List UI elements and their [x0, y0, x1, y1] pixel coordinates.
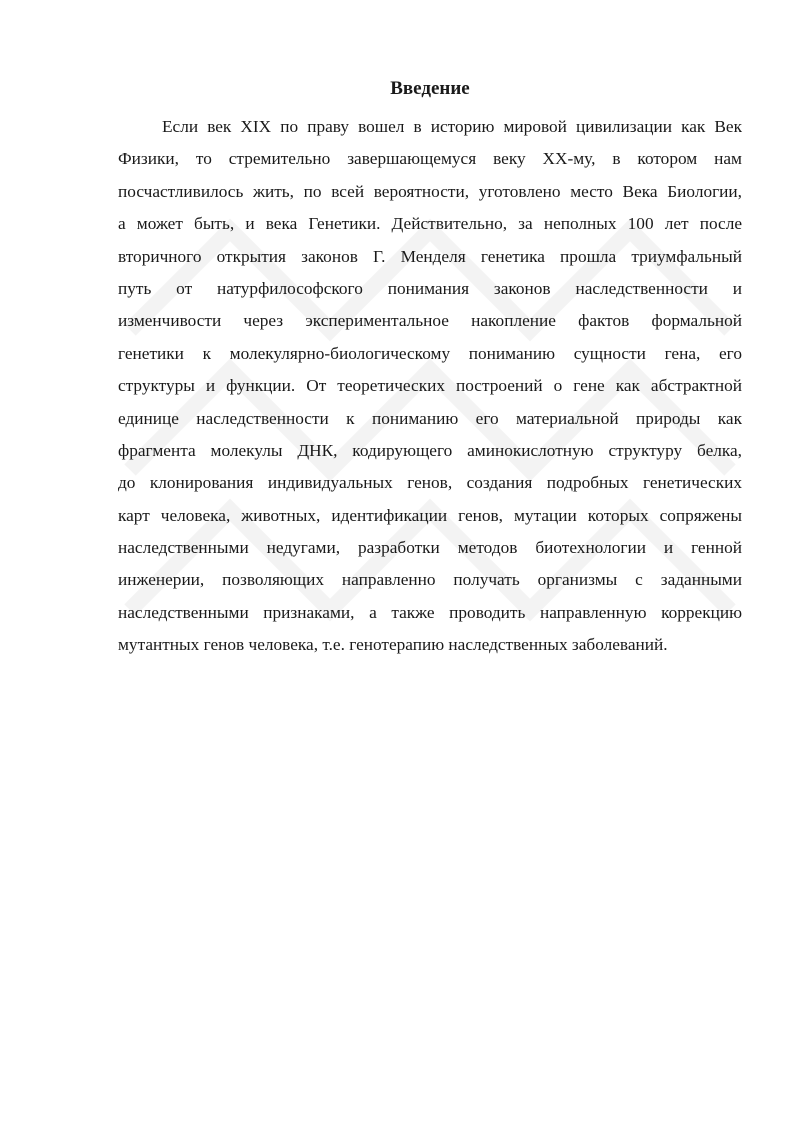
introduction-paragraph	[118, 111, 742, 662]
paragraph-line: Если век XIX по праву вошел в историю мировой цивилизации как Век	[162, 117, 742, 136]
paragraph-line: инженерии, позволяющих направленно получать организмы с заданными	[118, 570, 742, 590]
paragraph-line: наследственными недугами, разработки методов биотехнологии и генной	[118, 538, 742, 558]
paragraph-line: до клонирования индивидуальных генов, создания подробных генетических	[118, 473, 742, 493]
paragraph-line: единице наследственности к пониманию его материальной природы как	[118, 408, 742, 428]
paragraph-line: посчастливилось жить, по всей вероятности, уготовлено место Века Биологии,	[118, 181, 742, 201]
paragraph-line: фрагмента молекулы ДНК, кодирующего аминокислотную структуру белка,	[118, 440, 742, 460]
paragraph-line: мутантных генов человека, т.е. генотерапию наследственных заболеваний.	[118, 635, 668, 655]
paragraph-line: а может быть, и века Генетики. Действительно, за неполных 100 лет после	[118, 214, 742, 234]
paragraph-line: путь от натурфилософского понимания законов наследственности и	[118, 278, 742, 298]
paragraph-line: Физики, то стремительно завершающемуся веку XX-му, в котором нам	[118, 149, 742, 169]
paragraph-line: наследственными признаками, а также проводить направленную коррекцию	[118, 602, 742, 622]
paragraph-line: карт человека, животных, идентификации генов, мутации которых сопряжены	[118, 505, 742, 525]
paragraph-line: изменчивости через экспериментальное накопление фактов формальной	[118, 311, 742, 331]
paragraph-line: вторичного открытия законов Г. Менделя генетика прошла триумфальный	[118, 246, 742, 266]
document-title: Введение	[390, 78, 470, 99]
paragraph-line: структуры и функции. От теоретических построений о гене как абстрактной	[118, 376, 742, 396]
paragraph-line: генетики к молекулярно-биологическому пониманию сущности гена, его	[118, 343, 742, 363]
